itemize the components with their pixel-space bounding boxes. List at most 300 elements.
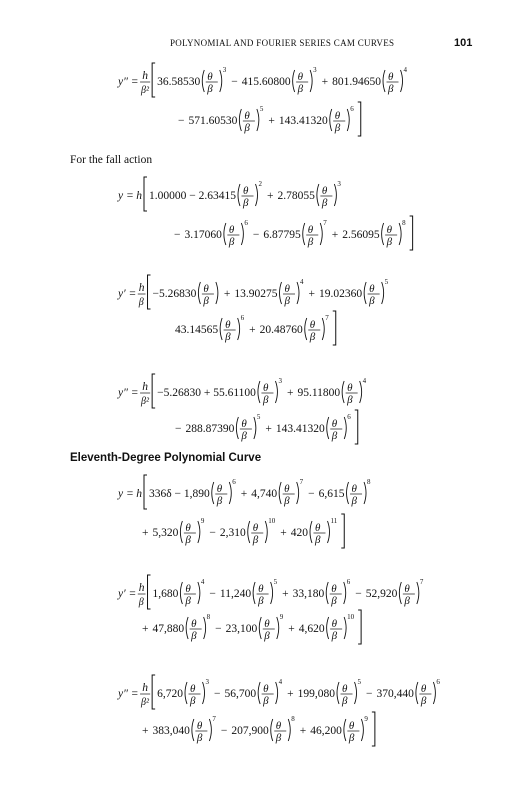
exponent: 3 (313, 66, 317, 74)
theta-over-beta-fraction (258, 377, 283, 406)
theta-symbol: θ (252, 522, 259, 534)
beta-symbol: β (348, 732, 355, 744)
right-bracket (372, 712, 375, 746)
right-bracket (410, 216, 413, 250)
term-coefficient: 19.02360 (319, 288, 363, 300)
equals-sign: = (126, 190, 134, 202)
equals-sign: = (126, 488, 134, 500)
equals-sign: = (129, 288, 136, 300)
equation-lhs: y′ (118, 588, 126, 600)
term-coefficient: 36.58530 (157, 76, 201, 88)
exponent: 8 (367, 478, 371, 486)
term-coefficient: 47,880 (152, 623, 185, 635)
left-paren (310, 521, 312, 543)
right-paren (216, 282, 218, 304)
term-coefficient: 6,720 (157, 688, 184, 700)
left-paren (347, 482, 349, 504)
term-sign: + (280, 527, 287, 539)
right-paren (265, 521, 267, 543)
term-sign: − (308, 488, 315, 500)
left-paren (192, 719, 194, 741)
equation-lhs: y′ (118, 288, 126, 300)
beta-symbol: β (263, 695, 269, 707)
beta-symbol: β (284, 295, 290, 307)
theta-symbol: θ (309, 319, 316, 331)
theta-over-beta-fraction (326, 578, 351, 607)
left-paren (185, 682, 187, 704)
exponent: 6 (436, 678, 440, 686)
theta-over-beta-fraction (186, 613, 211, 642)
exponent: 7 (323, 219, 327, 227)
page-number: 101 (454, 37, 473, 49)
exponent: 9 (200, 517, 205, 525)
term-coefficient: 2.78055 (277, 190, 315, 202)
beta-symbol: β (216, 495, 223, 507)
term-coefficient: 43.14565 (175, 324, 219, 336)
exponent: 2 (258, 180, 262, 188)
term-coefficient: 415.60800 (241, 76, 291, 88)
left-paren (180, 521, 182, 543)
theta-symbol: θ (275, 720, 282, 732)
exponent: 5 (357, 678, 362, 686)
theta-symbol: θ (388, 71, 394, 83)
theta-symbol: θ (334, 110, 341, 122)
left-paren (238, 184, 240, 206)
equation-7 (117, 678, 440, 744)
right-paren (433, 682, 435, 704)
right-paren (220, 70, 222, 92)
theta-symbol: θ (369, 283, 375, 295)
right-paren (399, 223, 401, 245)
left-paren (198, 282, 200, 304)
term-coefficient: 52,920 (365, 588, 398, 600)
theta-symbol: θ (331, 583, 337, 595)
theta-over-beta-fraction (344, 715, 369, 744)
beta-symbol: β (185, 534, 191, 546)
right-paren (238, 318, 240, 340)
exponent: 5 (259, 105, 264, 113)
left-paren (416, 682, 418, 704)
right-paren (297, 482, 299, 504)
theta-symbol: θ (207, 71, 213, 83)
theta-over-beta-fraction (238, 180, 263, 209)
prefix-h: h (136, 488, 142, 500)
theta-symbol: θ (284, 283, 290, 295)
theta-over-beta-fraction (305, 314, 330, 343)
theta-symbol: θ (321, 185, 328, 197)
left-paren (344, 719, 346, 741)
exponent: 4 (362, 377, 367, 385)
exponent: 7 (325, 314, 329, 322)
exponent: 5 (384, 278, 389, 286)
theta-symbol: θ (348, 720, 355, 732)
left-paren (303, 223, 305, 245)
term-sign: − (209, 527, 216, 539)
term-coefficient: 13.90275 (234, 288, 278, 300)
term-coefficient: 20.48760 (259, 324, 303, 336)
left-paren (248, 521, 250, 543)
right-paren (344, 582, 346, 604)
theta-symbol: θ (241, 418, 247, 430)
left-bracket (152, 675, 155, 709)
equation-1 (117, 66, 408, 134)
term-sign: − (366, 688, 373, 700)
exponent: 6 (346, 578, 351, 586)
theta-over-beta-fraction (258, 678, 283, 707)
beta-symbol: β (309, 331, 316, 343)
beta-symbol: β (244, 122, 250, 134)
beta-symbol: β (334, 122, 341, 134)
exponent: 5 (256, 413, 261, 421)
exponent: 6 (350, 105, 354, 113)
exponent: 6 (244, 219, 248, 227)
left-paren (259, 617, 261, 639)
theta-symbol: θ (263, 683, 269, 695)
left-paren (258, 381, 260, 403)
term-coefficient: −5.26830 (152, 288, 197, 300)
theta-over-beta-fraction (303, 219, 328, 248)
theta-over-beta-fraction (327, 413, 352, 442)
right-paren (229, 482, 231, 504)
right-paren (288, 719, 290, 741)
right-paren (382, 282, 384, 304)
theta-symbol: θ (386, 224, 393, 236)
left-paren (326, 582, 328, 604)
term-sign: − (174, 229, 181, 241)
theta-over-beta-fraction (192, 715, 217, 744)
exponent: 7 (212, 715, 216, 723)
term-sign: + (142, 623, 149, 635)
theta-over-beta-fraction (248, 517, 276, 546)
term-coefficient: 1,680 (152, 588, 179, 600)
beta-symbol: β (386, 236, 393, 248)
theta-symbol: θ (307, 224, 314, 236)
left-paren (279, 482, 281, 504)
theta-symbol: θ (331, 618, 338, 630)
term-sign: + (299, 725, 307, 737)
right-paren (256, 184, 258, 206)
right-paren (204, 617, 206, 639)
theta-symbol: θ (185, 583, 191, 595)
term-sign: + (223, 288, 231, 300)
term-sign: + (267, 190, 274, 202)
beta-symbol: β (307, 236, 314, 248)
beta-symbol: β (203, 295, 209, 307)
left-paren (364, 282, 366, 304)
beta-symbol: β (331, 595, 337, 607)
theta-symbol: θ (404, 583, 410, 595)
prefix-numerator: h (142, 70, 148, 82)
theta-over-beta-fraction (280, 278, 305, 307)
right-paren (257, 109, 259, 131)
theta-over-beta-fraction (327, 613, 355, 642)
beta-symbol: β (351, 495, 358, 507)
right-paren (344, 617, 346, 639)
prefix-h: h (136, 190, 142, 202)
theta-over-beta-fraction (399, 578, 424, 607)
theta-over-beta-fraction (271, 715, 296, 744)
theta-over-beta-fraction (202, 66, 227, 95)
right-paren (328, 521, 330, 543)
beta-symbol: β (315, 534, 321, 546)
term-sign: + (268, 115, 275, 127)
term-sign: − (209, 588, 216, 600)
theta-symbol: θ (216, 483, 223, 495)
beta-symbol: β (191, 630, 197, 642)
term-coefficient: 5,320 (152, 527, 179, 539)
left-paren (271, 719, 273, 741)
beta-symbol: β (275, 732, 282, 744)
left-paren (327, 417, 329, 439)
left-paren (186, 617, 188, 639)
term-coefficient: 4,620 (298, 623, 325, 635)
term-coefficient: 199,080 (297, 688, 336, 700)
section-title: Eleventh-Degree Polynomial Curve (70, 452, 262, 464)
term-coefficient: 336δ − 1,890 (149, 488, 210, 500)
beta-symbol: β (347, 394, 353, 406)
right-bracket (341, 514, 344, 548)
left-paren (330, 109, 332, 131)
theta-over-beta-fraction (382, 219, 407, 248)
term-sign: + (282, 588, 289, 600)
exponent: 9 (279, 613, 284, 621)
theta-symbol: θ (262, 382, 269, 394)
beta-symbol: β (264, 630, 270, 642)
beta-symbol: β (420, 695, 427, 707)
left-paren (220, 318, 222, 340)
theta-over-beta-fraction (180, 517, 205, 546)
equation-3 (117, 278, 389, 343)
right-paren (209, 719, 211, 741)
term-sign: + (249, 324, 256, 336)
theta-symbol: θ (243, 185, 249, 197)
exponent: 6 (240, 314, 245, 322)
left-bracket (148, 275, 151, 309)
exponent: 7 (419, 578, 424, 586)
left-paren (342, 381, 344, 403)
term-coefficient: 46,200 (310, 725, 342, 737)
prefix-denominator: β (138, 597, 144, 608)
exponent: 9 (364, 715, 368, 723)
theta-over-beta-fraction (212, 478, 237, 507)
left-paren (317, 184, 319, 206)
right-paren (417, 582, 419, 604)
left-paren (293, 70, 295, 92)
term-sign: + (240, 488, 248, 500)
term-sign: − (231, 76, 238, 88)
beta-symbol: β (369, 295, 375, 307)
theta-over-beta-fraction (337, 678, 362, 707)
prefix-denominator: β² (141, 396, 150, 407)
theta-symbol: θ (244, 110, 250, 122)
theta-symbol: θ (185, 522, 191, 534)
theta-over-beta-fraction (220, 314, 245, 343)
equation-2 (117, 180, 406, 248)
right-bracket (358, 102, 361, 136)
theta-symbol: θ (228, 224, 235, 236)
term-coefficient: 571.60530 (188, 115, 238, 127)
equation-4 (117, 377, 367, 442)
right-paren (347, 109, 349, 131)
term-sign: + (331, 229, 339, 241)
term-coefficient: 143.41320 (278, 115, 328, 127)
exponent: 4 (300, 278, 304, 286)
exponent: 5 (273, 578, 278, 586)
exponent: 3 (278, 377, 282, 385)
exponent: 3 (222, 66, 227, 74)
term-sign: − (252, 229, 260, 241)
exponent: 10 (347, 613, 355, 621)
term-coefficient: 2.56095 (342, 229, 380, 241)
beta-symbol: β (225, 331, 231, 343)
theta-symbol: θ (191, 618, 197, 630)
theta-symbol: θ (190, 683, 196, 695)
left-paren (382, 223, 384, 245)
beta-symbol: β (241, 430, 247, 442)
term-coefficient: 207,900 (231, 725, 269, 737)
right-paren (320, 223, 322, 245)
left-paren (202, 70, 204, 92)
exponent: 8 (291, 715, 295, 723)
term-coefficient: 11,240 (219, 588, 252, 600)
left-paren (327, 617, 329, 639)
theta-over-beta-fraction (293, 66, 318, 95)
right-paren (401, 70, 403, 92)
right-paren (198, 521, 200, 543)
term-sign: + (265, 423, 272, 435)
left-paren (224, 223, 226, 245)
theta-over-beta-fraction (342, 377, 367, 406)
theta-symbol: θ (264, 618, 270, 630)
term-coefficient: 23,100 (225, 623, 258, 635)
equals-sign: = (131, 387, 139, 399)
beta-symbol: β (258, 595, 264, 607)
theta-over-beta-fraction (253, 578, 278, 607)
theta-over-beta-fraction (317, 180, 342, 209)
theta-over-beta-fraction (347, 478, 372, 507)
term-coefficient: 6,615 (318, 488, 345, 500)
left-paren (399, 582, 401, 604)
right-paren (297, 282, 299, 304)
term-coefficient: 95.11800 (297, 387, 341, 399)
theta-over-beta-fraction (198, 282, 218, 307)
beta-symbol: β (284, 495, 290, 507)
term-coefficient: 383,040 (152, 725, 190, 737)
term-sign: − (178, 115, 185, 127)
theta-over-beta-fraction (364, 278, 389, 307)
theta-symbol: θ (225, 319, 231, 331)
equation-lhs: y (118, 488, 124, 500)
right-bracket (333, 311, 336, 345)
right-paren (271, 582, 273, 604)
right-paren (276, 682, 278, 704)
beta-symbol: β (228, 236, 235, 248)
equation-5 (117, 478, 371, 546)
equation-lhs: y (118, 190, 124, 202)
term-coefficient: 3.17060 (184, 229, 222, 241)
equation-lhs: y″ (118, 387, 128, 399)
term-sign: − (214, 688, 221, 700)
term-coefficient: 288.87390 (185, 423, 235, 435)
exponent: 8 (402, 219, 406, 227)
theta-symbol: θ (351, 483, 357, 495)
theta-over-beta-fraction (180, 578, 205, 607)
term-sign: − (215, 623, 222, 635)
left-paren (239, 109, 241, 131)
exponent: 4 (278, 678, 283, 686)
term-sign: − (175, 423, 182, 435)
prefix-numerator: h (142, 381, 148, 393)
exponent: 6 (347, 413, 351, 421)
right-paren (355, 682, 357, 704)
beta-symbol: β (388, 83, 394, 95)
term-coefficient: 1.00000 − 2.63415 (149, 190, 236, 202)
beta-symbol: β (243, 197, 249, 209)
term-sign: + (142, 725, 149, 737)
right-paren (254, 417, 256, 439)
exponent: 7 (299, 478, 304, 486)
theta-symbol: θ (297, 71, 304, 83)
left-bracket (144, 475, 147, 509)
theta-symbol: θ (420, 683, 427, 695)
right-paren (203, 682, 205, 704)
term-coefficient: 6.87795 (263, 229, 301, 241)
left-paren (305, 318, 307, 340)
prefix-numerator: h (142, 682, 148, 694)
left-bracket (152, 374, 155, 408)
right-paren (275, 381, 277, 403)
left-paren (236, 417, 238, 439)
equals-sign: = (131, 76, 139, 88)
beta-symbol: β (321, 197, 328, 209)
left-paren (280, 282, 282, 304)
term-coefficient: −5.26830 + 55.61100 (157, 387, 256, 399)
beta-symbol: β (262, 394, 269, 406)
term-sign: − (220, 725, 228, 737)
right-paren (364, 482, 366, 504)
term-coefficient: 143.41320 (275, 423, 325, 435)
prefix-denominator: β² (141, 697, 150, 708)
theta-over-beta-fraction (236, 413, 261, 442)
exponent: 3 (205, 678, 210, 686)
equals-sign: = (131, 688, 139, 700)
beta-symbol: β (196, 732, 203, 744)
term-sign: + (142, 527, 149, 539)
left-paren (383, 70, 385, 92)
right-paren (277, 617, 279, 639)
left-bracket (152, 63, 155, 97)
exponent: 8 (206, 613, 211, 621)
term-coefficient: 33,180 (292, 588, 325, 600)
right-paren (360, 381, 362, 403)
equation-lhs: y″ (118, 688, 128, 700)
term-coefficient: 420 (290, 527, 308, 539)
term-sign: + (321, 76, 329, 88)
left-paren (258, 682, 260, 704)
beta-symbol: β (331, 430, 338, 442)
theta-over-beta-fraction (239, 105, 264, 134)
left-bracket (144, 177, 147, 211)
theta-symbol: θ (203, 283, 209, 295)
theta-symbol: θ (347, 382, 353, 394)
equation-6 (117, 578, 424, 642)
theta-over-beta-fraction (185, 678, 210, 707)
right-bracket (358, 610, 361, 644)
theta-symbol: θ (258, 583, 264, 595)
theta-symbol: θ (196, 720, 203, 732)
beta-symbol: β (252, 534, 259, 546)
term-coefficient: 4,740 (251, 488, 278, 500)
